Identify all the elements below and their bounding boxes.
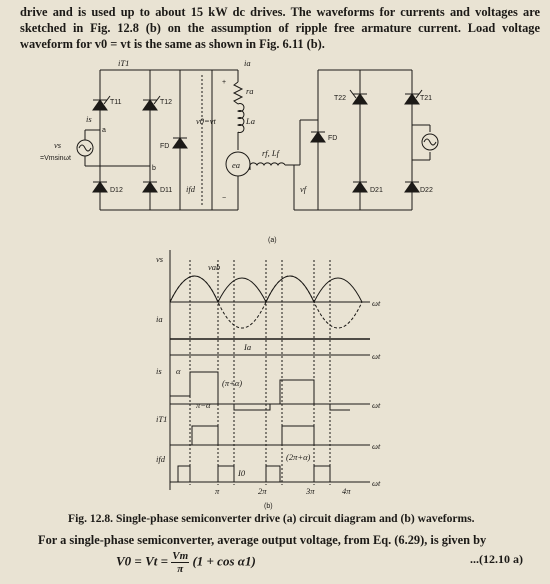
label-ra: ra xyxy=(246,86,254,96)
label-T11: T11 xyxy=(110,99,122,106)
label-ia: ia xyxy=(244,58,251,68)
wave-label-vab: vab xyxy=(208,262,221,272)
wt-label-2: ωt xyxy=(372,351,381,361)
wave-label-vs: vs xyxy=(156,254,164,264)
label-D12: D12 xyxy=(110,187,123,194)
wave-label-pi-plus-alpha: (π+α) xyxy=(222,378,243,388)
label-ea: ea xyxy=(232,160,241,170)
wave-label-Ia: Ia xyxy=(244,342,252,352)
equation-lhs: V0 = Vt = xyxy=(116,553,169,569)
label-source-voltage: vs xyxy=(54,140,62,150)
label-a: a xyxy=(102,127,106,134)
wave-label-is: is xyxy=(156,366,162,376)
equation-numerator: Vm xyxy=(172,550,189,562)
wave-label-ifd: ifd xyxy=(156,454,165,464)
label-T21: T21 xyxy=(420,95,433,102)
equation-number: ...(12.10 a) xyxy=(470,552,523,566)
label-D11: D11 xyxy=(160,187,173,194)
label-b: b xyxy=(152,165,156,172)
wave-label-Io: I0 xyxy=(238,468,246,478)
wt-label-4: ωt xyxy=(372,441,381,451)
equation xyxy=(116,550,416,576)
label-source-expr: =Vmsinωt xyxy=(40,155,71,162)
label-v0vt: v0=vt xyxy=(196,116,216,126)
wave-label-pi-minus-alpha: π−α xyxy=(196,400,211,410)
wave-label-two-pi-plus-alpha: (2π+α) xyxy=(286,452,311,462)
wave-label-iT1: iT1 xyxy=(156,414,168,424)
wave-label-alpha: α xyxy=(176,366,181,376)
figure-caption: Fig. 12.8. Single-phase semiconverter drive (a) circuit diagram and (b) waveforms. xyxy=(68,512,475,525)
label-iT1: iT1 xyxy=(118,58,130,68)
wave-label-ia: ia xyxy=(156,314,163,324)
tick-four-pi: 4π xyxy=(342,486,351,496)
label-vf: vf xyxy=(300,184,307,194)
tick-three-pi: 3π xyxy=(306,486,315,496)
equation-fraction xyxy=(171,550,189,575)
label-minus: − xyxy=(222,195,227,202)
wt-label-3: ωt xyxy=(372,400,381,410)
label-rfLf: rf, Lf xyxy=(262,148,280,158)
label-sub-a: (a) xyxy=(268,237,277,244)
wt-label-5: ωt xyxy=(372,478,381,488)
label-T22: T22 xyxy=(334,95,347,102)
label-D21: D21 xyxy=(370,187,383,194)
label-La: La xyxy=(246,116,255,126)
wt-label-1: ωt xyxy=(372,298,381,308)
label-plus: + xyxy=(222,79,227,86)
label-D22: D22 xyxy=(420,187,433,194)
label-ifd: ifd xyxy=(186,184,195,194)
tick-two-pi: 2π xyxy=(258,486,267,496)
label-FD-right: FD xyxy=(328,135,338,142)
label-T12: T12 xyxy=(160,99,173,106)
intro-paragraph: drive and is used up to about 15 kW dc drives. The waveforms for currents and voltages are sketched in Fig. 12.8 (b) on the assumption of ripple free armature current. Load voltage waveform for v0 = vt is the same as shown in Fig. 6.11 (b). xyxy=(20,5,540,51)
body-paragraph: For a single-phase semiconverter, average output voltage, from Eq. (6.29), is given by xyxy=(38,533,487,547)
label-is: is xyxy=(86,114,92,124)
equation-rhs: (1 + cos α1) xyxy=(192,553,256,569)
equation-denominator: π xyxy=(177,563,184,575)
label-sub-b: (b) xyxy=(264,503,273,510)
label-FD: FD xyxy=(160,143,170,150)
tick-pi: π xyxy=(215,486,220,496)
